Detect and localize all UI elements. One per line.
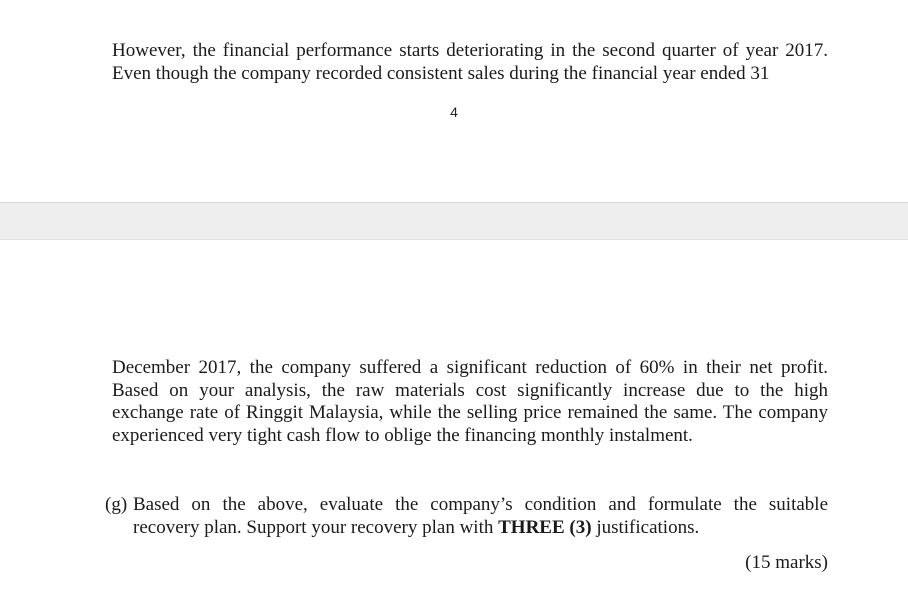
question-text-run: justifications. [591,516,700,538]
question-label: (g) [105,494,128,515]
text-line: December 2017, the company suffered a significant reduction of 60% in their net profit. [112,357,828,378]
page-separator [0,202,908,240]
question-line: Based on the above, evaluate the company’s condition and formulate the suitable [133,494,828,515]
question-text-run: recovery plan. Support your recovery plan with [133,516,499,538]
text-line: Based on your analysis, the raw materials cost significantly increase due to the high [112,379,828,401]
text-line: experienced very tight cash flow to oblige the financing monthly instalment. [112,424,693,446]
text-line: However, the financial performance starts deteriorating in the second quarter of year 2017. [112,40,828,61]
text-line: exchange rate of Ringgit Malaysia, while the selling price remained the same. The company [112,402,828,423]
page-number: 4 [450,104,458,120]
paragraph-continuation-top [112,40,828,85]
question-text [133,494,828,539]
question-emphasis: THREE (3) [498,516,592,538]
text-line: Even though the company recorded consistent sales during the financial year ended 31 [112,62,770,84]
marks-allocation: (15 marks) [745,552,828,573]
page-4-bottom-area [0,0,908,202]
question-g [105,494,828,539]
question-line [133,517,828,540]
paragraph-continuation-bottom [112,357,828,447]
